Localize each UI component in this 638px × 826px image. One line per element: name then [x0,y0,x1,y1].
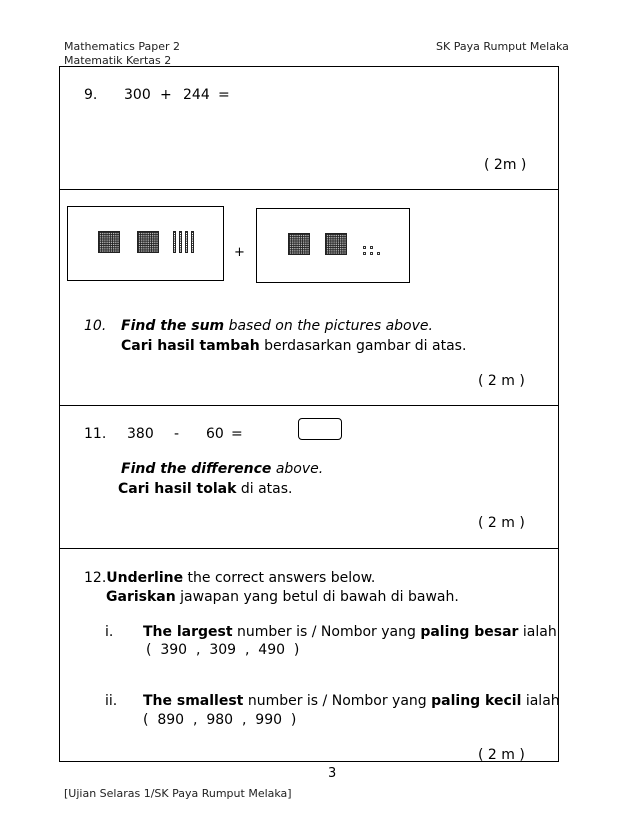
ten-rod-icon [173,231,176,253]
q12-i-mid: number is / Nombor yang [232,624,421,640]
unit-cube-icon [377,252,380,255]
q11-answer-box[interactable] [298,418,342,440]
q12-line1-rest: the correct answers below. [183,570,376,586]
q12-number: 12. [84,570,107,586]
q9-marks: ( 2m ) [484,157,527,173]
q12-line1-bold: Underline [106,570,184,586]
unit-cube-icon [370,252,373,255]
q10-english [121,318,433,334]
q9-equals: = [218,87,230,103]
q12-ii-statement [143,693,560,709]
header-title-ms: Matematik Kertas 2 [64,54,172,67]
q11-equals: = [231,426,243,442]
page-number: 3 [328,766,337,781]
q12-i-end: ialah [518,624,557,640]
q9-operator: + [160,87,172,103]
q10-plus: + [234,245,245,260]
q10-ms-bold: Cari hasil tambah [121,338,260,354]
unit-cube-icon [370,246,373,249]
hundred-block-icon [137,231,159,253]
q11-operand-b: 60 [206,426,224,442]
q9-number: 9. [84,87,98,103]
q11-en-bold: Find the difference [121,461,272,477]
q12-ii-options[interactable]: ( 890 , 980 , 990 ) [143,712,297,728]
q11-english [121,461,323,477]
divider-3 [59,548,559,549]
divider-2 [59,405,559,406]
q11-operator: - [174,426,180,442]
q9-operand-b: 244 [183,87,210,103]
q12-line1 [84,570,375,586]
unit-cube-icon [363,252,366,255]
base-ten-picture-right [256,208,410,283]
q12-i-options[interactable]: ( 390 , 309 , 490 ) [146,642,300,658]
q12-i-bold-1: The largest [143,624,233,640]
q11-ms-rest: di atas. [236,481,293,497]
q11-en-rest: above. [271,461,324,477]
unit-cube-icon [363,246,366,249]
q12-ii-bold-2: paling kecil [431,693,522,709]
q12-line2 [106,589,459,605]
q11-operand-a: 380 [127,426,154,442]
q10-ms-rest: berdasarkan gambar di atas. [259,338,467,354]
q12-ii-number: ii. [105,693,118,709]
header-school: SK Paya Rumput Melaka [436,40,569,53]
hundred-block-icon [288,233,310,255]
q12-line2-rest: jawapan yang betul di bawah di bawah. [175,589,459,605]
ten-rod-icon [179,231,182,253]
q11-ms-bold: Cari hasil tolak [118,481,237,497]
q9-operand-a: 300 [124,87,151,103]
q11-malay [118,481,292,497]
q12-i-statement [143,624,557,640]
ten-rod-icon [191,231,194,253]
q12-ii-mid: number is / Nombor yang [243,693,432,709]
q10-number: 10. [84,318,107,334]
q11-marks: ( 2 m ) [478,515,525,531]
footer-note: [Ujian Selaras 1/SK Paya Rumput Melaka] [64,787,292,800]
q12-marks: ( 2 m ) [478,747,525,763]
q11-number: 11. [84,426,107,442]
q10-malay [121,338,466,354]
hundred-block-icon [98,231,120,253]
divider-1 [59,189,559,190]
q10-en-rest: based on the pictures above. [224,318,433,334]
ten-rod-icon [185,231,188,253]
q12-i-number: i. [105,624,114,640]
hundred-block-icon [325,233,347,255]
q12-i-bold-2: paling besar [420,624,519,640]
q12-ii-end: ialah [521,693,560,709]
q12-line2-bold: Gariskan [106,589,176,605]
base-ten-picture-left [67,206,224,281]
header-title-en: Mathematics Paper 2 [64,40,181,53]
q10-en-bold: Find the sum [121,318,225,334]
q10-marks: ( 2 m ) [478,373,525,389]
q12-ii-bold-1: The smallest [143,693,244,709]
